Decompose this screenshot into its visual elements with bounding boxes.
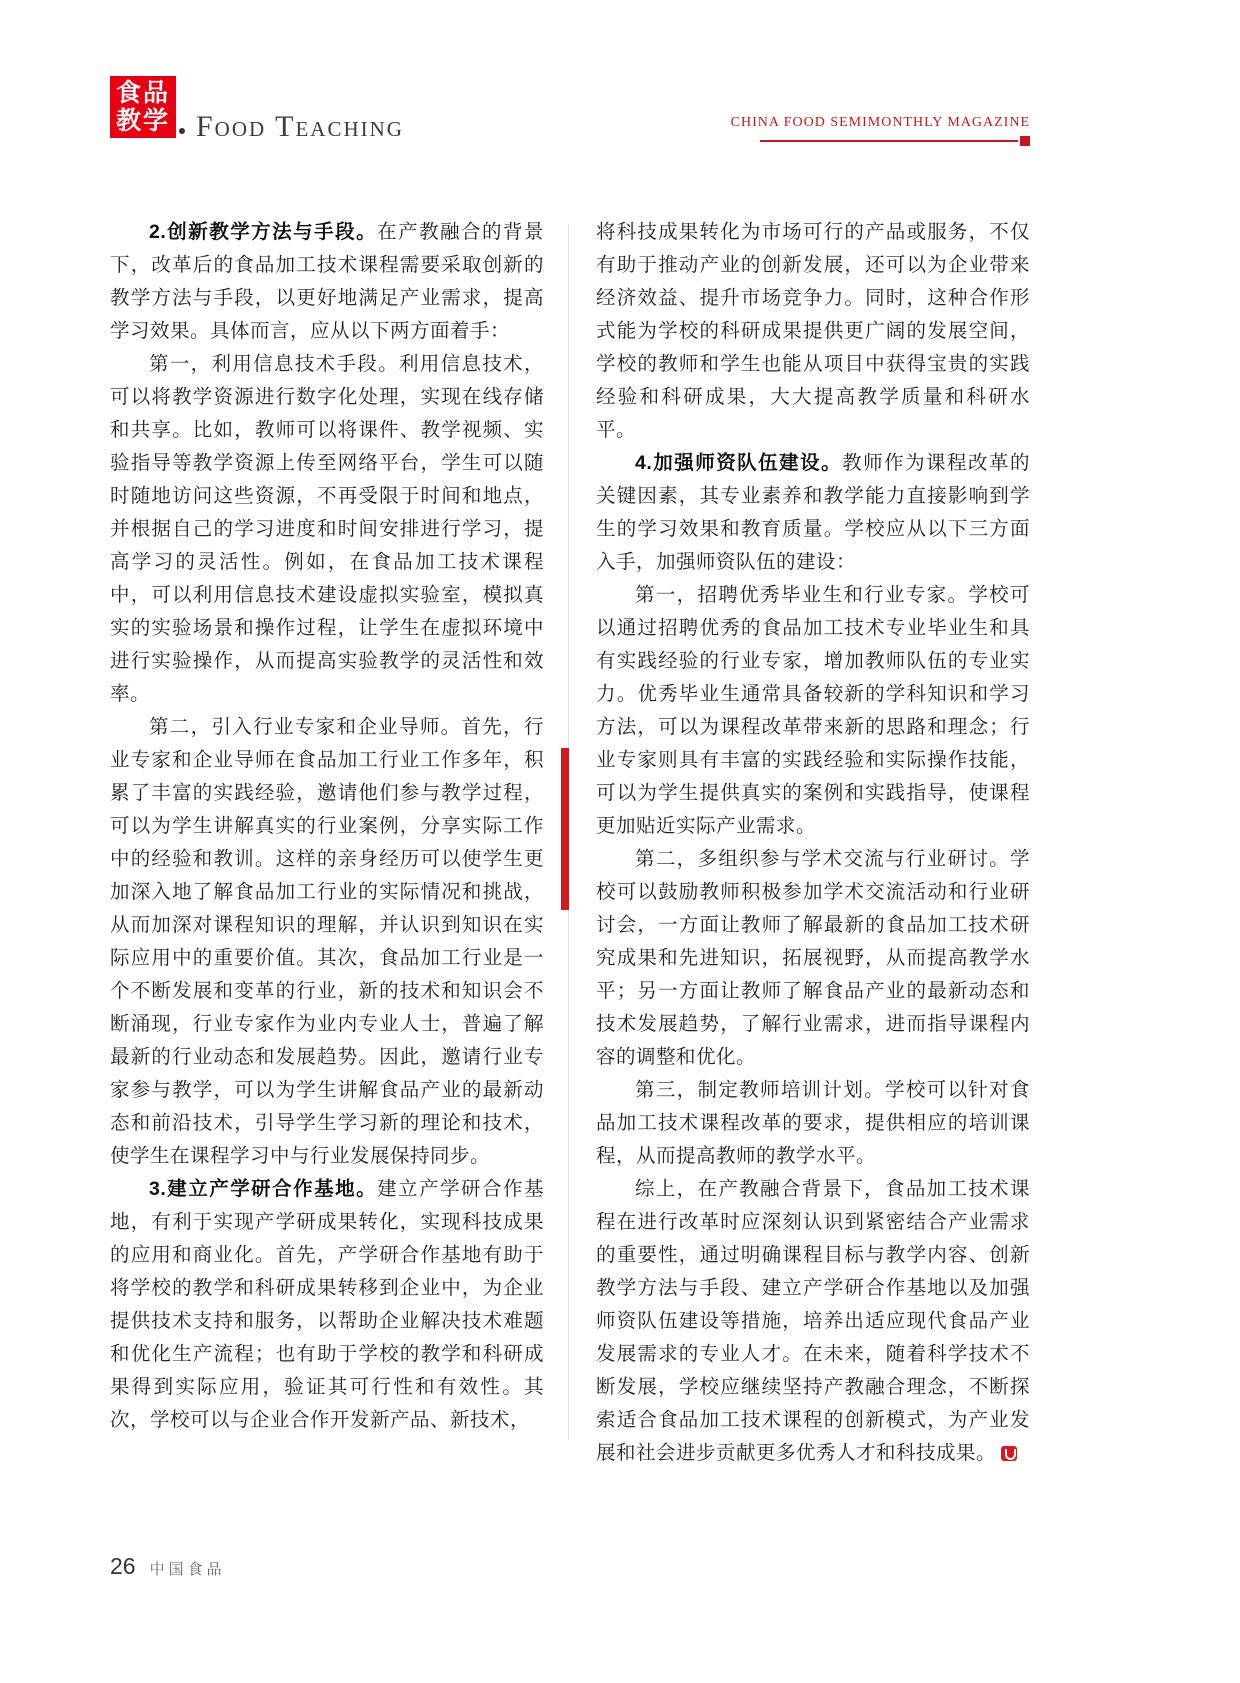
paragraph <box>110 711 544 1173</box>
article-end-icon <box>1001 1446 1017 1461</box>
right-column <box>596 216 1030 1470</box>
paragraph-text: 综上，在产教融合背景下，食品加工技术课程在进行改革时应深刻认识到紧密结合产业需求的重要性，通过明确课程目标与教学内容、创新教学方法与手段、建立产学研合作基地以及加强师资队伍建设等措施，培养出适应现代食品产业发展需求的专业人才。在未来，随着科学技术不断发展，学校应继续坚持产教融合理念，不断探索适合食品加工技术课程的创新模式，为产业发展和社会进步贡献更多优秀人才和科技成果。 <box>596 1179 1030 1464</box>
paragraph <box>596 1173 1030 1470</box>
paragraph <box>110 348 544 711</box>
magazine-title: Food Teaching <box>196 110 404 143</box>
paragraph-text: 第一，利用信息技术手段。利用信息技术，可以将教学资源进行数字化处理，实现在线存储和共享。比如，教师可以将课件、教学视频、实验指导等教学资源上传至网络平台，学生可以随时随地访问这些资源，不再受限于时间和地点，并根据自己的学习进度和时间安排进行学习，提高学习的灵活性。例如，在食品加工技术课程中，可以利用信息技术建设虚拟实验室，模拟真实的实验场景和操作过程，让学生在虚拟环境中进行实验操作，从而提高实验教学的灵活性和效率。 <box>110 354 544 705</box>
header-rule <box>760 140 1018 142</box>
logo-line1: 食品 <box>115 79 170 107</box>
paragraph-text: 第三，制定教师培训计划。学校可以针对食品加工技术课程改革的要求，提供相应的培训课程，从而提高教师的教学水平。 <box>596 1080 1030 1167</box>
page-footer <box>110 1553 226 1580</box>
paragraph-text: 将科技成果转化为市场可行的产品或服务，不仅有助于推动产业的创新发展，还可以为企业带来经济效益、提升市场竞争力。同时，这种合作形式能为学校的科研成果提供更广阔的发展空间，学校的教师和学生也能从项目中获得宝贵的实践经验和科研成果，大大提高教学质量和科研水平。 <box>596 222 1030 441</box>
magazine-logo <box>110 76 176 138</box>
paragraph-lead: 4.加强师资队伍建设。 <box>635 452 843 474</box>
paragraph-text: 在产教融合的背景下，改革后的食品加工技术课程需要采取创新的教学方法与手段，以更好地满足产业需求，提高学习效果。具体而言，应从以下两方面着手： <box>110 222 544 342</box>
left-column <box>110 216 544 1470</box>
logo-dot-icon <box>179 128 185 134</box>
paragraph-text: 第二，引入行业专家和企业导师。首先，行业专家和企业导师在食品加工行业工作多年，积累了丰富的实践经验，邀请他们参与教学过程，可以为学生讲解真实的行业案例，分享实际工作中的经验和教训。这样的亲身经历可以使学生更加深入地了解食品加工行业的实际情况和挑战，从而加深对课程知识的理解，并认识到知识在实际应用中的重要价值。其次，食品加工行业是一个不断发展和变革的行业，新的技术和知识会不断涌现，行业专家作为业内专业人士，普遍了解最新的行业动态和发展趋势。因此，邀请行业专家参与教学，可以为学生讲解食品产业的最新动态和前沿技术，引导学生学习新的理论和技术，使学生在课程学习中与行业发展保持同步。 <box>110 717 544 1167</box>
header-rule-end-square <box>1020 136 1030 146</box>
paragraph <box>110 216 544 348</box>
paragraph <box>596 579 1030 843</box>
paragraph-lead: 3.建立产学研合作基地。 <box>149 1178 378 1200</box>
article-body <box>110 216 1030 1470</box>
paragraph <box>596 843 1030 1074</box>
paragraph-text: 教师作为课程改革的关键因素，其专业素养和教学能力直接影响到学生的学习效果和教育质量。学校应从以下三方面入手，加强师资队伍的建设： <box>596 453 1030 573</box>
page-header <box>110 76 1030 142</box>
magazine-subtitle: CHINA FOOD SEMIMONTHLY MAGAZINE <box>730 115 1030 130</box>
footer-magazine-name: 中国食品 <box>149 1562 226 1578</box>
paragraph <box>110 1173 544 1437</box>
logo-line2: 教学 <box>115 107 170 135</box>
paragraph <box>596 216 1030 447</box>
paragraph <box>596 1074 1030 1173</box>
paragraph-text: 第二，多组织参与学术交流与行业研讨。学校可以鼓励教师积极参加学术交流活动和行业研讨会，一方面让教师了解最新的食品加工技术研究成果和先进知识，拓展视野，从而提高教学水平；另一方面让教师了解食品产业的最新动态和技术发展趋势，了解行业需求，进而指导课程内容的调整和优化。 <box>596 849 1030 1068</box>
paragraph-lead: 2.创新教学方法与手段。 <box>149 221 378 243</box>
paragraph-text: 建立产学研合作基地，有利于实现产学研成果转化，实现科技成果的应用和商业化。首先，产学研合作基地有助于将学校的教学和科研成果转移到企业中，为企业提供技术支持和服务，以帮助企业解决技术难题和优化生产流程；也有助于学校的教学和科研成果得到实际应用，验证其可行性和有效性。其次，学校可以与企业合作开发新产品、新技术， <box>110 1179 544 1431</box>
paragraph-text: 第一，招聘优秀毕业生和行业专家。学校可以通过招聘优秀的食品加工技术专业毕业生和具有实践经验的行业专家，增加教师队伍的专业实力。优秀毕业生通常具备较新的学科知识和学习方法，可以为课程改革带来新的思路和理念；行业专家则具有丰富的实践经验和实际操作技能，可以为学生提供真实的案例和实践指导，使课程更加贴近实际产业需求。 <box>596 585 1030 837</box>
paragraph <box>596 447 1030 579</box>
page-number: 26 <box>110 1553 136 1579</box>
